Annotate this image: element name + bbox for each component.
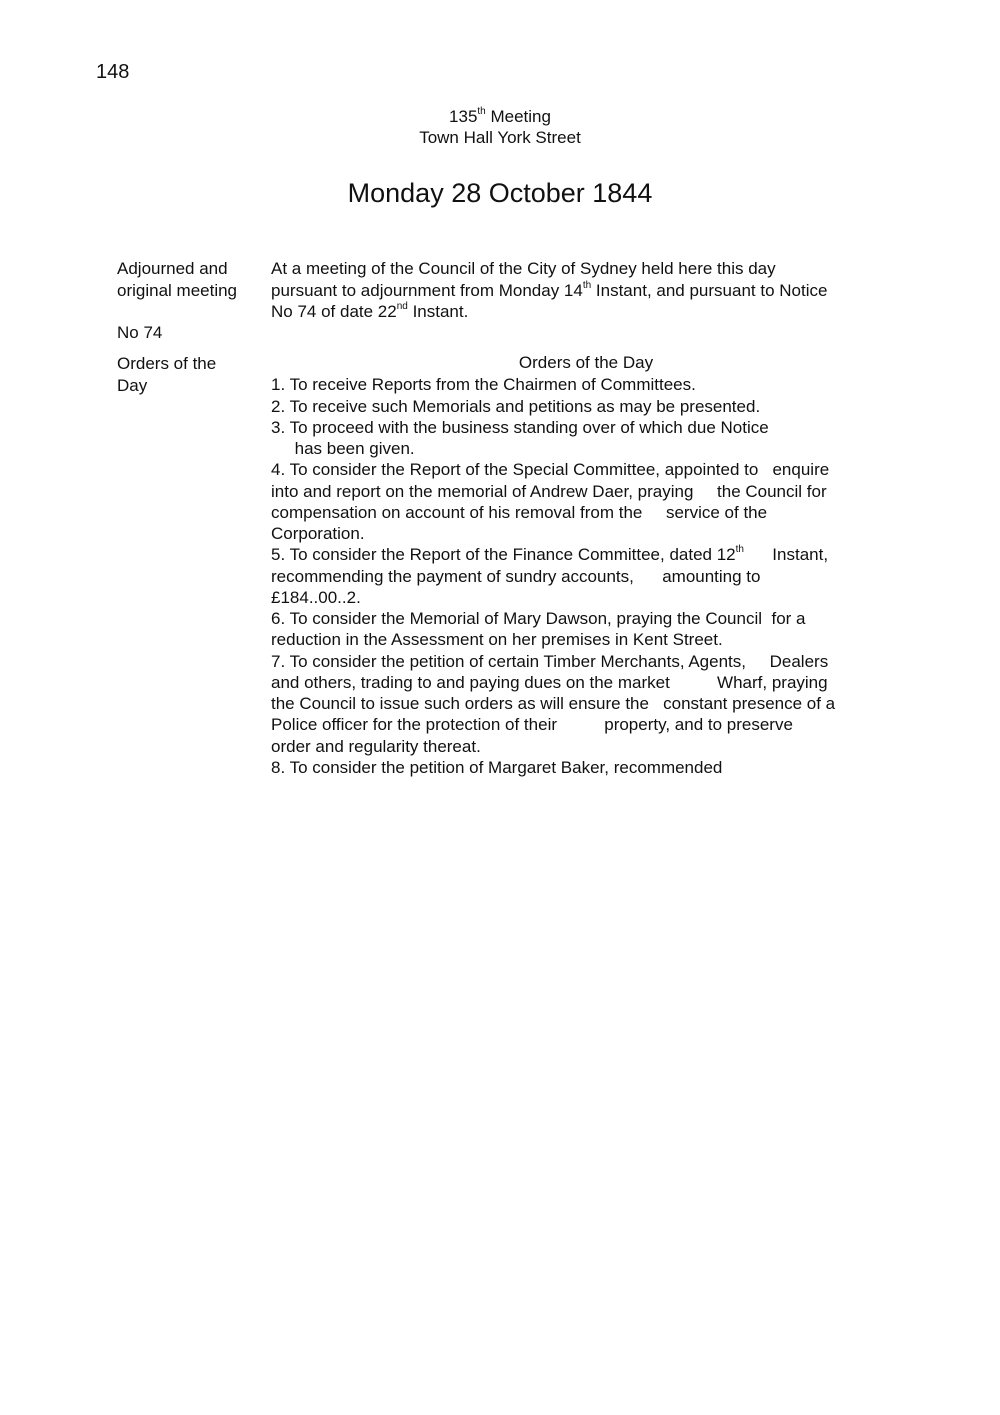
intro-line-3 bbox=[271, 301, 468, 322]
order-7-line-3: the Council to issue such orders as will ensure the constant presence of a bbox=[271, 694, 836, 713]
intro-line-1: At a meeting of the Council of the City of Sydney held here this day bbox=[271, 259, 776, 278]
order-6-line-1: 6. To consider the Memorial of Mary Dawson, praying the Council for a bbox=[271, 609, 806, 628]
order-4-line-3: compensation on account of his removal from the service of the bbox=[271, 503, 768, 522]
intro-line-2-b: Instant, and pursuant to Notice bbox=[591, 281, 828, 300]
intro-line-2-a: pursuant to adjournment from Monday 14 bbox=[271, 281, 583, 300]
order-3-line-1: 3. To proceed with the business standing over of which due Notice bbox=[271, 418, 769, 437]
order-7-line-1: 7. To consider the petition of certain Timber Merchants, Agents, Dealers bbox=[271, 652, 829, 671]
meeting-label: Meeting bbox=[485, 107, 551, 126]
meeting-place: Town Hall York Street bbox=[419, 128, 581, 147]
intro-line-3-b: Instant. bbox=[407, 302, 469, 321]
order-5-line-2: recommending the payment of sundry accounts, amounting to bbox=[271, 567, 761, 586]
order-5-line-1-b: Instant, bbox=[743, 545, 829, 564]
order-4-line-4: Corporation. bbox=[271, 524, 365, 543]
intro-line-3-a: No 74 of date 22 bbox=[271, 302, 397, 321]
meeting-date-title: Monday 28 October 1844 bbox=[347, 178, 653, 208]
order-8-line-1: 8. To consider the petition of Margaret Baker, recommended bbox=[271, 758, 723, 777]
order-5-line-3: £184..00..2. bbox=[271, 588, 361, 607]
margin-note-adjourned-2: original meeting bbox=[117, 281, 238, 300]
orders-heading: Orders of the Day bbox=[518, 353, 654, 372]
intro-line-2-sup: th bbox=[582, 280, 592, 292]
order-7-line-2: and others, trading to and paying dues on the market Wharf, praying bbox=[271, 673, 828, 692]
margin-note-orders-2: Day bbox=[117, 376, 148, 395]
intro-line-3-sup: nd bbox=[396, 301, 408, 313]
meeting-number-value: 135 bbox=[449, 107, 478, 126]
order-2: 2. To receive such Memorials and petitions as may be presented. bbox=[271, 397, 761, 416]
order-3-line-2: has been given. bbox=[271, 439, 415, 458]
intro-line-2 bbox=[271, 280, 827, 301]
order-5-line-1 bbox=[271, 544, 828, 565]
order-7-line-4: Police officer for the protection of their property, and to preserve bbox=[271, 715, 793, 734]
page-number: 148 bbox=[96, 61, 130, 83]
margin-note-notice-no: No 74 bbox=[117, 323, 163, 342]
order-1: 1. To receive Reports from the Chairmen of Committees. bbox=[271, 375, 696, 394]
order-4-line-1: 4. To consider the Report of the Special Committee, appointed to enquire bbox=[271, 460, 830, 479]
meeting-number bbox=[0, 107, 1000, 127]
order-4-line-2: into and report on the memorial of Andrew Daer, praying the Council for bbox=[271, 482, 827, 501]
meeting-number-suffix: th bbox=[477, 106, 486, 118]
order-7-line-5: order and regularity thereat. bbox=[271, 737, 481, 756]
order-6-line-2: reduction in the Assessment on her premises in Kent Street. bbox=[271, 630, 723, 649]
margin-note-adjourned-1: Adjourned and bbox=[117, 259, 228, 278]
order-5-line-1-a: 5. To consider the Report of the Finance Committee, dated 12 bbox=[271, 545, 736, 564]
order-5-line-1-sup: th bbox=[735, 544, 744, 556]
margin-note-orders-1: Orders of the bbox=[117, 354, 217, 373]
